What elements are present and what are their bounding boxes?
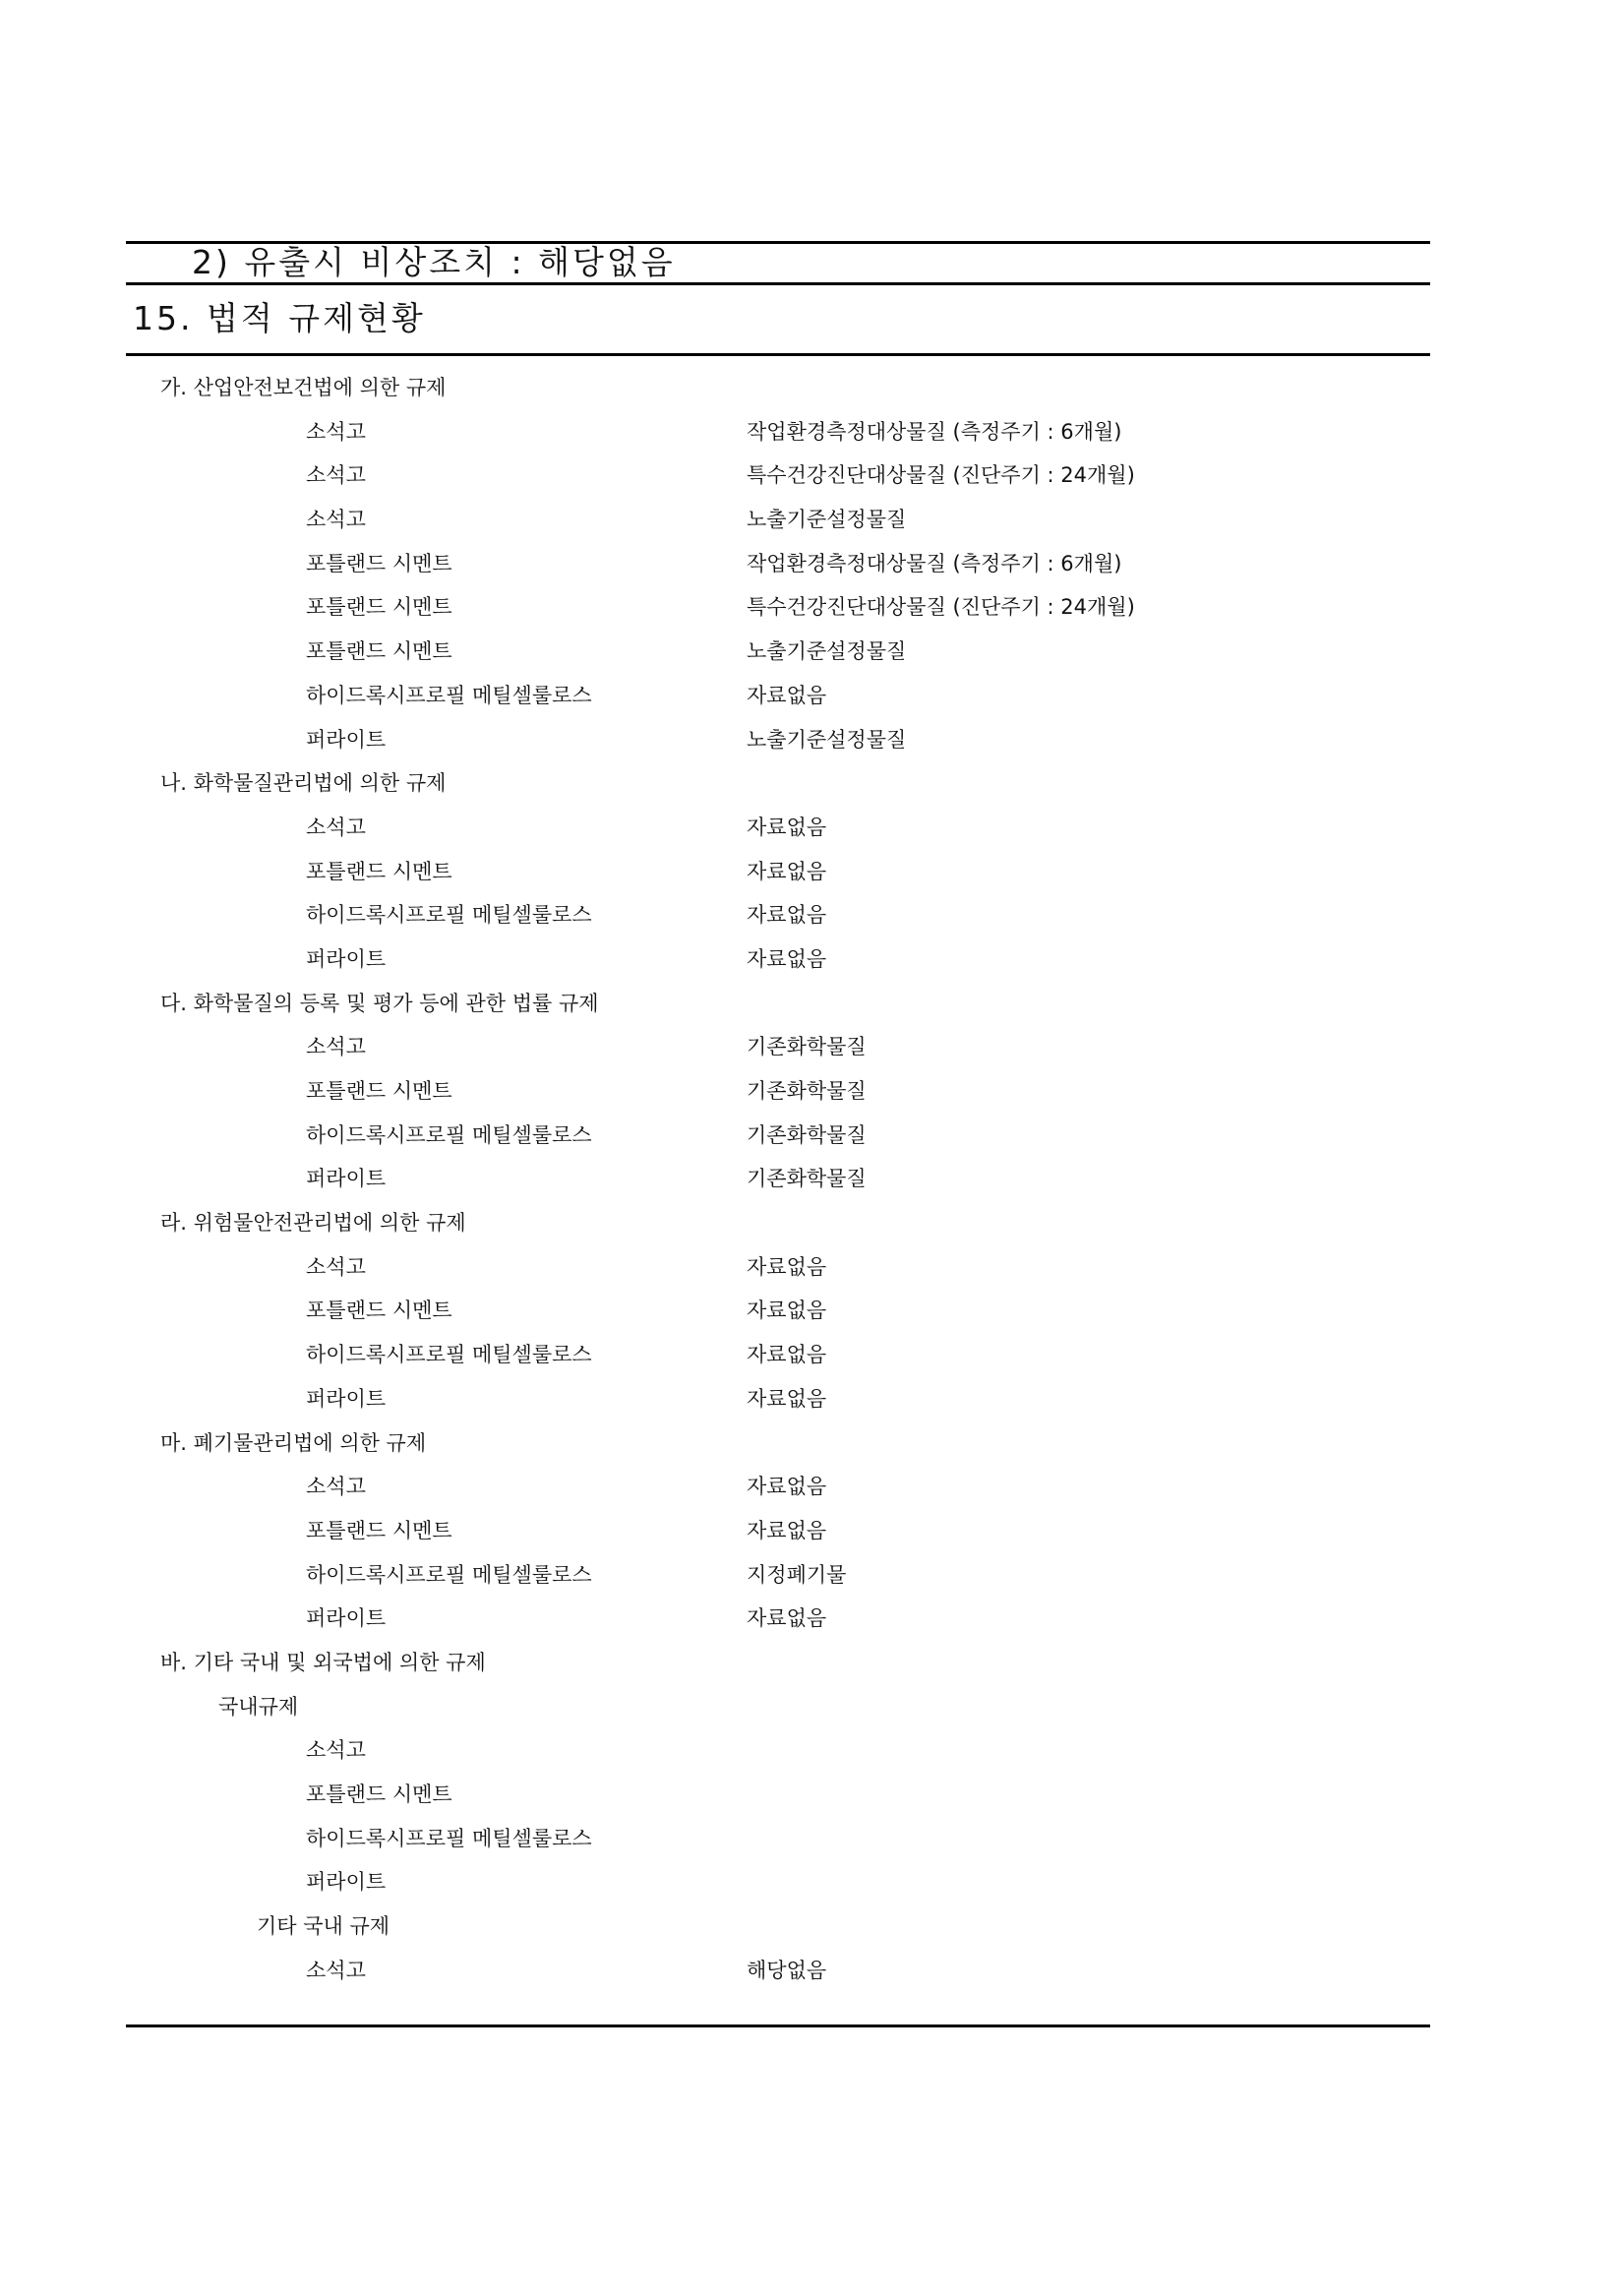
regulation-status: 자료없음: [747, 1475, 827, 1499]
substance-name: 퍼라이트: [306, 1167, 387, 1191]
regulation-status: 자료없음: [747, 1386, 827, 1411]
substance-row: [0, 498, 1621, 542]
substance-row: [0, 1289, 1621, 1333]
category-row: [0, 1201, 1621, 1245]
heading-rule: [126, 282, 1430, 285]
category-row: [0, 982, 1621, 1026]
category-heading: 가. 산업안전보건법에 의한 규제: [160, 376, 447, 399]
substance-name: 하이드록시프로필 메틸셀룰로스: [306, 1122, 592, 1147]
substance-name: 소석고: [306, 1738, 366, 1763]
regulation-status: 자료없음: [747, 1606, 827, 1631]
subcategory-heading: 국내규제: [218, 1694, 299, 1719]
substance-row: [0, 1509, 1621, 1553]
substance-name: 포틀랜드 시멘트: [306, 595, 452, 620]
substance-row: [0, 850, 1621, 894]
substance-name: 하이드록시프로필 메틸셀룰로스: [306, 1343, 592, 1367]
substance-row: [0, 1817, 1621, 1861]
regulation-status: 자료없음: [747, 859, 827, 883]
regulation-status: 해당없음: [747, 1958, 827, 1982]
substance-row: [0, 1949, 1621, 1993]
bottom-rule: [126, 2024, 1430, 2027]
substance-row: [0, 937, 1621, 982]
category-heading: 마. 폐기물관리법에 의한 규제: [160, 1430, 427, 1455]
regulation-status: 특수건강진단대상물질 (진단주기 : 24개월): [747, 463, 1135, 488]
substance-row: [0, 893, 1621, 937]
substance-name: 소석고: [306, 419, 366, 444]
substance-name: 소석고: [306, 1254, 366, 1279]
substance-row: [0, 1069, 1621, 1114]
regulation-status: 기존화학물질: [747, 1122, 867, 1147]
substance-row: [0, 1377, 1621, 1421]
substance-name: 하이드록시프로필 메틸셀룰로스: [306, 683, 592, 707]
section-title: 15. 법적 규제현황: [133, 299, 426, 337]
regulation-status: 기존화학물질: [747, 1167, 867, 1191]
substance-row: [0, 1597, 1621, 1641]
substance-row: [0, 674, 1621, 718]
regulation-status: 자료없음: [747, 1518, 827, 1542]
substance-name: 소석고: [306, 1035, 366, 1059]
regulation-status: 자료없음: [747, 1254, 827, 1279]
substance-row: [0, 1728, 1621, 1773]
substance-name: 포틀랜드 시멘트: [306, 1299, 452, 1323]
subcategory-row: [0, 1685, 1621, 1729]
substance-name: 하이드록시프로필 메틸셀룰로스: [306, 1562, 592, 1587]
regulation-status: 자료없음: [747, 683, 827, 707]
substance-row: [0, 1114, 1621, 1158]
section-rule: [126, 353, 1430, 356]
regulation-status: 노출기준설정물질: [747, 508, 907, 532]
substance-row: [0, 1773, 1621, 1817]
substance-row: [0, 630, 1621, 674]
substance-name: 소석고: [306, 1958, 366, 1982]
regulation-status: 지정폐기물: [747, 1562, 847, 1587]
substance-name: 소석고: [306, 815, 366, 839]
subcategory-row: [0, 1904, 1621, 1949]
substance-row: [0, 1245, 1621, 1290]
substance-name: 퍼라이트: [306, 727, 387, 752]
substance-row: [0, 1333, 1621, 1377]
regulation-status: 자료없음: [747, 1299, 827, 1323]
category-row: [0, 761, 1621, 806]
substance-row: [0, 585, 1621, 630]
sub-heading-emergency-measures: 2) 유출시 비상조치 : 해당없음: [192, 243, 676, 281]
substance-name: 포틀랜드 시멘트: [306, 859, 452, 883]
subcategory-heading: 기타 국내 규제: [257, 1914, 390, 1939]
substance-name: 소석고: [306, 1475, 366, 1499]
regulation-status: 노출기준설정물질: [747, 727, 907, 752]
substance-name: 소석고: [306, 508, 366, 532]
regulation-status: 노출기준설정물질: [747, 639, 907, 664]
substance-name: 포틀랜드 시멘트: [306, 1782, 452, 1806]
substance-name: 퍼라이트: [306, 946, 387, 971]
category-row: [0, 1641, 1621, 1685]
regulation-status: 기존화학물질: [747, 1035, 867, 1059]
substance-row: [0, 1553, 1621, 1598]
substance-name: 포틀랜드 시멘트: [306, 551, 452, 575]
regulation-status: 작업환경측정대상물질 (측정주기 : 6개월): [747, 419, 1122, 444]
substance-row: [0, 718, 1621, 762]
substance-name: 하이드록시프로필 메틸셀룰로스: [306, 1826, 592, 1850]
substance-row: [0, 542, 1621, 586]
substance-row: [0, 1157, 1621, 1201]
regulation-list: [0, 366, 1621, 1992]
substance-name: 퍼라이트: [306, 1870, 387, 1895]
regulation-status: 자료없음: [747, 946, 827, 971]
substance-row: [0, 1025, 1621, 1069]
substance-name: 하이드록시프로필 메틸셀룰로스: [306, 903, 592, 928]
substance-name: 포틀랜드 시멘트: [306, 639, 452, 664]
category-heading: 바. 기타 국내 및 외국법에 의한 규제: [160, 1650, 486, 1674]
regulation-status: 자료없음: [747, 815, 827, 839]
regulation-status: 작업환경측정대상물질 (측정주기 : 6개월): [747, 551, 1122, 575]
regulation-status: 자료없음: [747, 1343, 827, 1367]
regulation-status: 자료없음: [747, 903, 827, 928]
substance-row: [0, 1860, 1621, 1904]
regulation-status: 특수건강진단대상물질 (진단주기 : 24개월): [747, 595, 1135, 620]
category-heading: 나. 화학물질관리법에 의한 규제: [160, 771, 447, 796]
substance-row: [0, 1465, 1621, 1509]
substance-row: [0, 453, 1621, 498]
category-heading: 다. 화학물질의 등록 및 평가 등에 관한 법률 규제: [160, 991, 599, 1015]
category-row: [0, 366, 1621, 410]
regulation-status: 기존화학물질: [747, 1079, 867, 1103]
substance-name: 포틀랜드 시멘트: [306, 1079, 452, 1103]
substance-name: 소석고: [306, 463, 366, 488]
substance-name: 포틀랜드 시멘트: [306, 1518, 452, 1542]
category-heading: 라. 위험물안전관리법에 의한 규제: [160, 1211, 466, 1236]
substance-row: [0, 806, 1621, 850]
substance-name: 퍼라이트: [306, 1606, 387, 1631]
substance-row: [0, 410, 1621, 454]
category-row: [0, 1421, 1621, 1466]
substance-name: 퍼라이트: [306, 1386, 387, 1411]
